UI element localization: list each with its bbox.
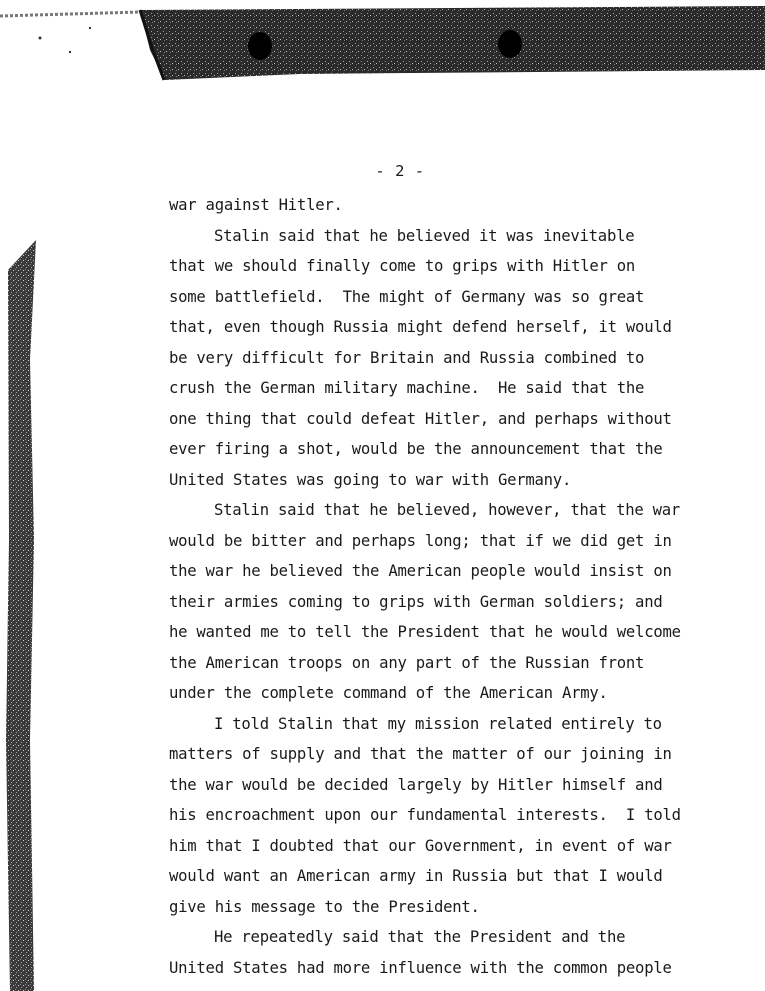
text-line: He repeatedly said that the President and the (214, 928, 626, 946)
text-line: would be bitter and perhaps long; that if we did get in (169, 531, 672, 550)
punch-hole (498, 30, 522, 58)
text-line: some battlefield. The might of Germany was so great (169, 287, 645, 306)
text-line: Stalin said that he believed, however, that the war (214, 501, 681, 519)
text-line: crush the German military machine. He said that the (169, 379, 645, 397)
text-line: the American troops on any part of the Russian front (169, 653, 645, 672)
text-line: the war would be decided largely by Hitler himself and (169, 775, 663, 794)
text-line: matters of supply and that the matter of our joining in (169, 745, 672, 763)
punch-hole (248, 32, 272, 60)
scanned-page-left-edge (0, 240, 48, 991)
scanned-page-top-edge (0, 0, 765, 82)
text-line: I told Stalin that my mission related entirely to (214, 714, 662, 733)
text-line: would want an American army in Russia but that I would (169, 867, 663, 885)
text-line: he wanted me to tell the President that he would welcome (169, 623, 681, 641)
text-line: give his message to the President. (169, 897, 480, 916)
text-line: ever firing a shot, would be the announcement that the (169, 440, 663, 458)
text-line: United States was going to war with Germany. (169, 470, 572, 489)
text-line: war against Hitler. (169, 196, 343, 214)
text-line: him that I doubted that our Government, in event of war (169, 836, 672, 855)
page-number: - 2 - (375, 162, 425, 180)
text-line: their armies coming to grips with German soldiers; and (169, 592, 663, 611)
text-line: that we should finally come to grips with Hitler on (169, 257, 636, 275)
text-line: the war he believed the American people would insist on (169, 562, 672, 580)
document-body (169, 190, 729, 983)
text-line: one thing that could defeat Hitler, and perhaps without (169, 409, 672, 428)
text-line: Stalin said that he believed it was inevitable (214, 226, 635, 245)
text-line: United States had more influence with the common people (169, 958, 672, 977)
text-line: be very difficult for Britain and Russia combined to (169, 348, 645, 367)
text-line: under the complete command of the American Army. (169, 684, 608, 702)
text-line: that, even though Russia might defend herself, it would (169, 318, 672, 336)
text-line: his encroachment upon our fundamental interests. I told (169, 806, 681, 824)
